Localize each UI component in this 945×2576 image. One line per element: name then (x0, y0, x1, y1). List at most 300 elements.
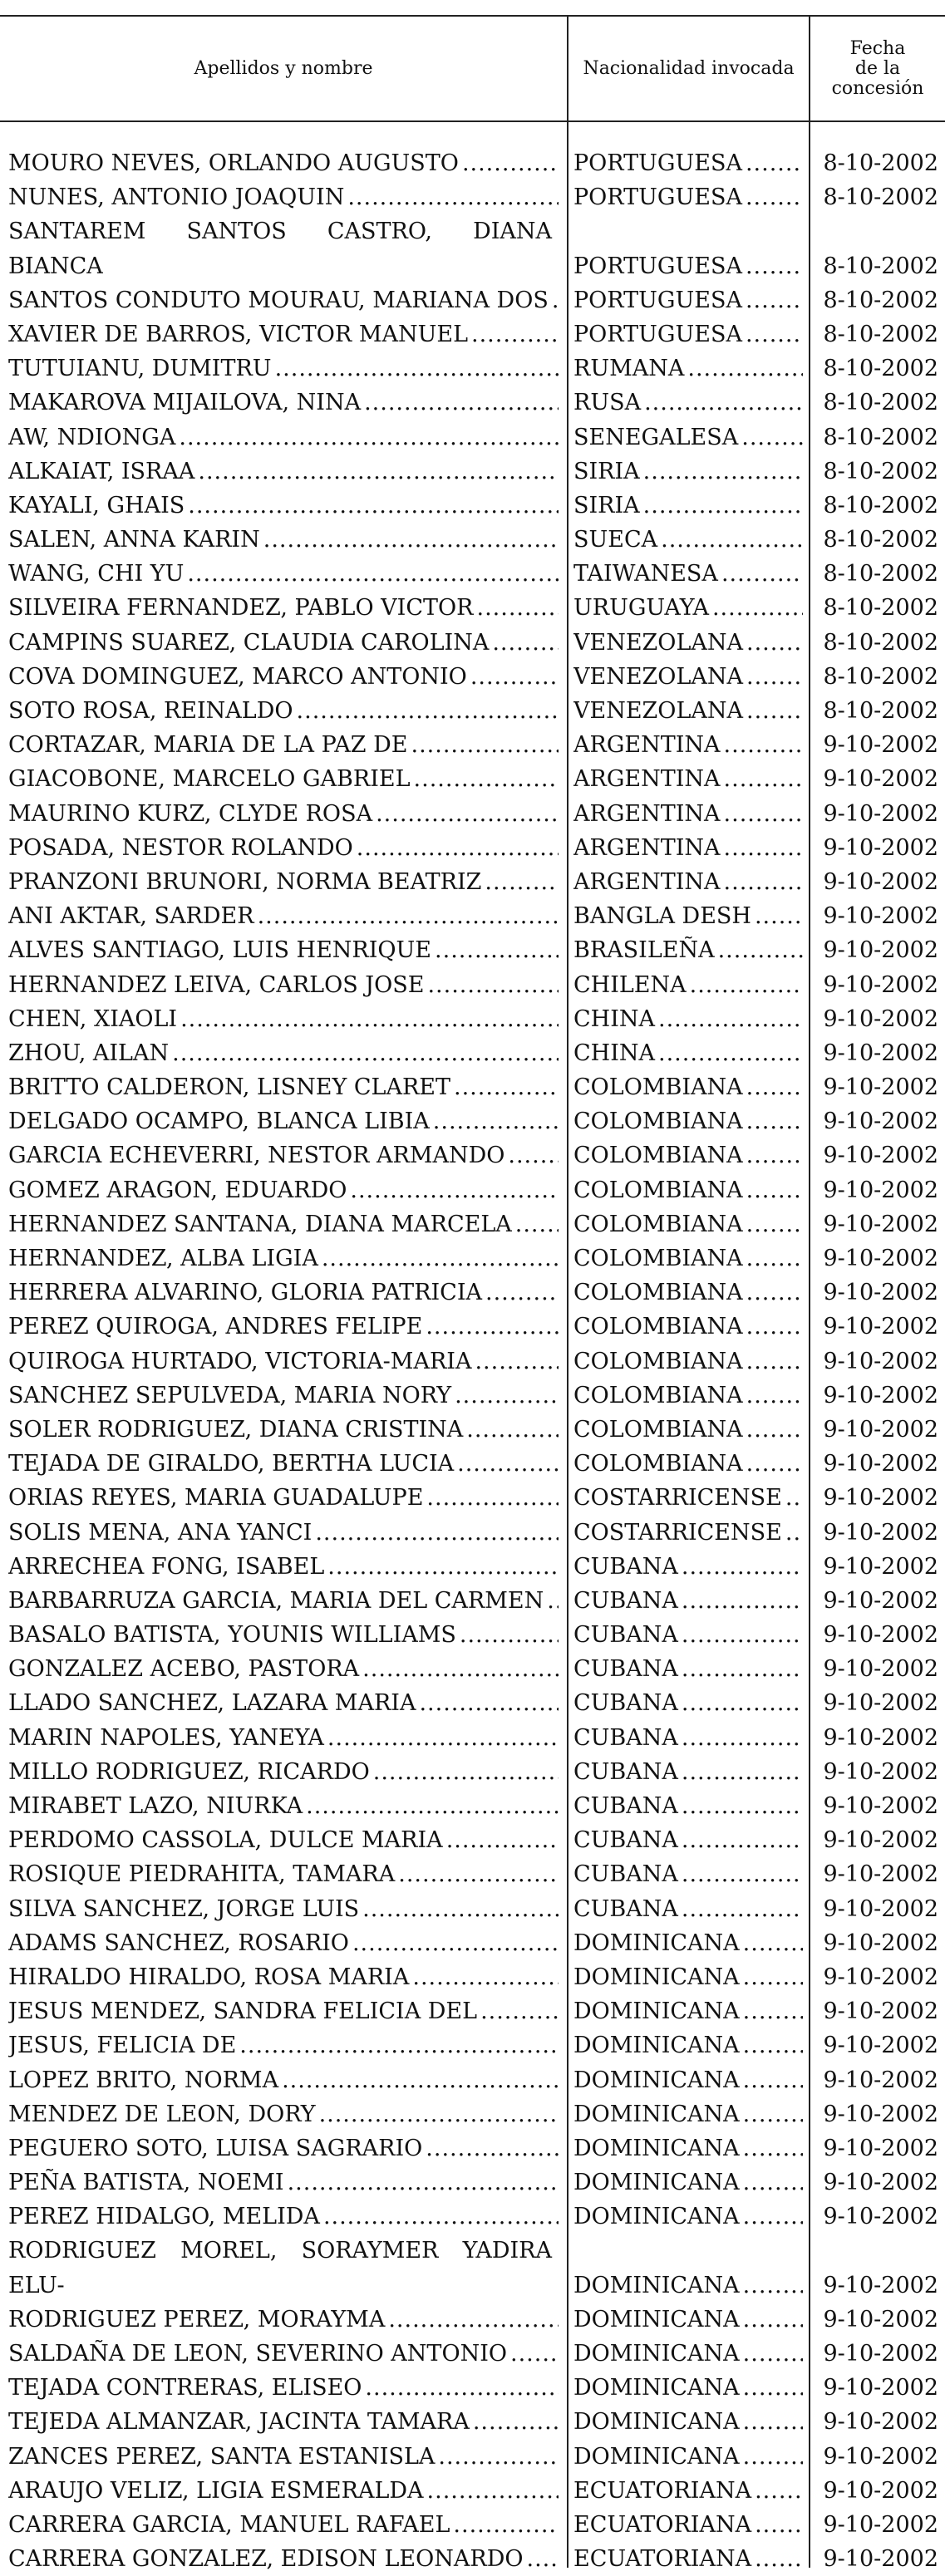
dot-leader (743, 2166, 803, 2200)
name-cell (8, 2234, 559, 2302)
name-cell (8, 180, 559, 214)
name-text: GARCIA ECHEVERRI, NESTOR ARMANDO (8, 1143, 505, 1169)
dot-leader (746, 146, 803, 180)
nationality-cell (573, 1550, 803, 1584)
name-text: SILVA SANCHEZ, JORGE LUIS (8, 1895, 360, 1922)
name-line (8, 1584, 559, 1618)
name-text: SILVEIRA FERNANDEZ, PABLO VICTOR (8, 595, 474, 622)
table-row (0, 933, 945, 967)
nationality-cell (573, 1789, 803, 1823)
nationality-text: DOMINICANA (573, 2341, 740, 2367)
dot-leader (746, 1070, 803, 1104)
dot-leader (319, 2097, 559, 2131)
nationality-cell (573, 1618, 803, 1652)
name-text: ZHOU, AILAN (8, 1040, 170, 1066)
header-rule (0, 120, 945, 122)
name-cell (8, 1310, 559, 1344)
dot-leader (743, 2440, 803, 2474)
nationality-cell (573, 1686, 803, 1720)
nationality-line (573, 2371, 803, 2405)
name-cell (8, 2028, 559, 2062)
name-line (8, 1857, 559, 1891)
dot-leader (471, 317, 559, 351)
nationality-text: URUGUAYA (573, 595, 709, 622)
nationality-cell (573, 968, 803, 1002)
name-line (8, 1789, 559, 1823)
name-text: MIRABET LAZO, NIURKA (8, 1793, 303, 1820)
dot-leader (682, 1652, 803, 1686)
name-text: MAURINO KURZ, CLYDE ROSA (8, 800, 373, 827)
name-text: SOTO ROSA, REINALDO (8, 698, 293, 725)
nationality-line (573, 1413, 803, 1447)
name-cell (8, 1036, 559, 1070)
name-line (8, 2371, 559, 2405)
nationality-cell (573, 1584, 803, 1618)
nationality-cell (573, 2097, 803, 2131)
dot-leader (180, 1002, 559, 1036)
date-cell: 8-10-2002 (823, 458, 938, 484)
date-cell: 9-10-2002 (823, 1827, 938, 1854)
date-cell: 9-10-2002 (823, 2272, 938, 2298)
dot-leader (746, 1207, 803, 1241)
dot-leader (455, 1379, 559, 1413)
dot-leader (282, 2063, 559, 2097)
dot-leader (470, 660, 559, 694)
nationality-cell (573, 1036, 803, 1070)
nationality-line (573, 180, 803, 214)
dot-leader (376, 797, 559, 831)
table-row (0, 420, 945, 455)
name-text: HIRALDO HIRALDO, ROSA MARIA (8, 1964, 410, 1990)
date-cell: 8-10-2002 (823, 595, 938, 622)
name-cell (8, 1960, 559, 1994)
table-row (0, 2371, 945, 2405)
name-line (8, 1516, 559, 1550)
nationality-text: CUBANA (573, 1587, 678, 1614)
dot-leader (746, 1447, 803, 1481)
table-row (0, 1002, 945, 1036)
date-cell: 9-10-2002 (823, 1656, 938, 1683)
name-text: ARRECHEA FONG, ISABEL (8, 1553, 325, 1580)
name-line (8, 386, 559, 420)
table-row (0, 591, 945, 625)
nationality-text: DOMINICANA (573, 2443, 740, 2470)
nationality-cell (573, 180, 803, 214)
nationality-line (573, 1070, 803, 1104)
date-cell: 9-10-2002 (823, 1314, 938, 1340)
nationality-text: COLOMBIANA (573, 1109, 743, 1135)
date-cell: 8-10-2002 (823, 492, 938, 519)
name-line (8, 1994, 559, 2028)
dot-leader (682, 1755, 803, 1789)
nationality-text: ARGENTINA (573, 732, 721, 759)
nationality-cell (573, 1310, 803, 1344)
nationality-cell (573, 1070, 803, 1104)
date-cell: 9-10-2002 (823, 1519, 938, 1546)
nationality-text: CHINA (573, 1040, 655, 1066)
name-text: TEJADA DE GIRALDO, BERTHA LUCIA (8, 1451, 455, 1477)
name-line (8, 831, 559, 865)
table-row (0, 455, 945, 489)
name-text: TEJADA CONTRERAS, ELISEO (8, 2375, 362, 2401)
dot-leader (746, 1138, 803, 1172)
nationality-cell (573, 283, 803, 317)
date-cell: 9-10-2002 (823, 937, 938, 964)
dot-leader (746, 1310, 803, 1344)
dot-leader (743, 1926, 803, 1960)
nationality-cell (573, 1823, 803, 1857)
name-text: SALDAÑA DE LEON, SEVERINO ANTONIO (8, 2341, 507, 2367)
dot-leader (454, 1070, 559, 1104)
table-row (0, 2405, 945, 2439)
nationality-line (573, 626, 803, 660)
nationality-line (573, 1755, 803, 1789)
nationality-text: ECUATORIANA (573, 2511, 752, 2538)
name-cell (8, 694, 559, 728)
dot-leader (547, 1584, 559, 1618)
nationality-text: CUBANA (573, 1861, 678, 1888)
dot-leader (258, 899, 559, 933)
nationality-line (573, 1516, 803, 1550)
name-text: ALVES SANTIAGO, LUIS HENRIQUE (8, 937, 432, 964)
name-text: MARIN NAPOLES, YANEYA (8, 1724, 324, 1751)
nationality-line (573, 489, 803, 523)
name-text: SANTOS CONDUTO MOURAU, MARIANA DOS (8, 287, 549, 313)
dot-leader (743, 2371, 803, 2405)
nationality-text: ECUATORIANA (573, 2477, 752, 2504)
name-line (8, 899, 559, 933)
nationality-cell (573, 797, 803, 831)
nationality-line (573, 1379, 803, 1413)
date-cell: 8-10-2002 (823, 698, 938, 725)
dot-leader (398, 1857, 559, 1891)
name-line (8, 523, 559, 557)
name-line (8, 1310, 559, 1344)
name-line (8, 420, 559, 455)
nationality-text: BANGLA DESH (573, 903, 751, 930)
nationality-line (573, 1994, 803, 2028)
name-text: RODRIGUEZ MOREL, SORAYMER YADIRA ELU- (8, 2238, 552, 2298)
dot-leader (179, 420, 559, 455)
dot-leader (453, 2508, 559, 2542)
name-line (8, 968, 559, 1002)
nationality-line (573, 420, 803, 455)
nationality-line (573, 1960, 803, 1994)
date-cell: 9-10-2002 (823, 834, 938, 861)
name-cell (8, 2337, 559, 2371)
dot-leader (746, 626, 803, 660)
dot-leader (275, 351, 559, 386)
date-cell: 9-10-2002 (823, 1930, 938, 1956)
name-cell (8, 968, 559, 1002)
table-row (0, 489, 945, 523)
dot-leader (508, 1138, 559, 1172)
nationality-cell (573, 1926, 803, 1960)
nationality-text: ARGENTINA (573, 800, 721, 827)
dot-leader (510, 2337, 559, 2371)
table-row (0, 1686, 945, 1720)
date-cell: 9-10-2002 (823, 1211, 938, 1237)
nationality-text: COLOMBIANA (573, 1211, 743, 1237)
nationality-line (573, 1345, 803, 1379)
name-text: ANI AKTAR, SARDER (8, 903, 254, 930)
name-text: QUIROGA HURTADO, VICTORIA-MARIA (8, 1348, 472, 1374)
nationality-line (573, 968, 803, 1002)
table-row (0, 523, 945, 557)
nationality-text: VENEZOLANA (573, 629, 743, 656)
nationality-line (573, 1584, 803, 1618)
name-line (8, 865, 559, 899)
nationality-cell (573, 1173, 803, 1207)
nationality-line (573, 523, 803, 557)
nationality-cell (573, 1447, 803, 1481)
nationality-line (573, 1823, 803, 1857)
nationality-text: COSTARRICENSE (573, 1485, 782, 1512)
table-row (0, 831, 945, 865)
dot-leader (743, 2028, 803, 2062)
name-line (8, 317, 559, 351)
dot-leader (239, 2028, 559, 2062)
dot-leader (364, 386, 559, 420)
dot-leader (460, 1618, 559, 1652)
name-line (8, 1379, 559, 1413)
nationality-text: CUBANA (573, 1724, 678, 1751)
table-row (0, 2303, 945, 2337)
column-header-name: Apellidos y nombre (194, 57, 373, 79)
dot-leader (682, 1823, 803, 1857)
table-row (0, 1036, 945, 1070)
nationality-line (573, 283, 803, 317)
date-cell: 8-10-2002 (823, 390, 938, 416)
name-line (8, 1618, 559, 1652)
name-cell (8, 283, 559, 317)
nationality-cell (573, 865, 803, 899)
dot-leader (743, 2303, 803, 2337)
dot-leader (365, 2371, 559, 2405)
dot-leader (755, 2508, 803, 2542)
date-cell: 9-10-2002 (823, 2409, 938, 2436)
nationality-line (573, 317, 803, 351)
dot-leader (515, 1207, 559, 1241)
table-row (0, 1276, 945, 1310)
nationality-cell (573, 626, 803, 660)
name-cell (8, 1173, 559, 1207)
name-text: LOPEZ BRITO, NORMA (8, 2067, 279, 2093)
dot-leader (743, 2131, 803, 2166)
name-text: PERDOMO CASSOLA, DULCE MARIA (8, 1827, 443, 1854)
nationality-line (573, 2542, 803, 2576)
nationality-line (573, 249, 803, 283)
name-text: TUTUIANU, DUMITRU (8, 356, 272, 382)
date-cell: 8-10-2002 (823, 424, 938, 450)
name-text: MAKAROVA MIJAILOVA, NINA (8, 390, 362, 416)
name-cell (8, 1276, 559, 1310)
dot-leader (322, 1241, 559, 1276)
name-text: GIACOBONE, MARCELO GABRIEL (8, 766, 411, 793)
name-text: JESUS MENDEZ, SANDRA FELICIA DEL (8, 1998, 478, 2025)
dot-leader (412, 1960, 559, 1994)
table-row (0, 386, 945, 420)
name-text: CHEN, XIAOLI (8, 1005, 178, 1032)
name-cell (8, 2063, 559, 2097)
date-cell: 9-10-2002 (823, 2341, 938, 2367)
table-row (0, 180, 945, 214)
nationality-text: RUSA (573, 390, 642, 416)
nationality-line (573, 1173, 803, 1207)
dot-leader (476, 591, 559, 625)
dot-leader (419, 1686, 559, 1720)
table-row (0, 968, 945, 1002)
table-row (0, 283, 945, 317)
nationality-text: CUBANA (573, 1622, 678, 1649)
nationality-text: DOMINICANA (573, 2306, 740, 2333)
nationality-text: COLOMBIANA (573, 1348, 743, 1374)
nationality-line (573, 2200, 803, 2234)
dot-leader (357, 831, 559, 865)
dot-leader (187, 557, 559, 591)
name-cell (8, 660, 559, 694)
nationality-cell (573, 762, 803, 796)
nationality-text: VENEZOLANA (573, 663, 743, 690)
name-cell (8, 1379, 559, 1413)
name-line (8, 1345, 559, 1379)
date-cell: 8-10-2002 (823, 561, 938, 587)
name-cell (8, 146, 559, 180)
dot-leader (426, 2131, 559, 2166)
name-cell (8, 728, 559, 762)
nationality-text: CUBANA (573, 1793, 678, 1820)
date-cell: 9-10-2002 (823, 766, 938, 793)
name-line (8, 1447, 559, 1481)
nationality-cell (573, 523, 803, 557)
nationality-text: DOMINICANA (573, 2375, 740, 2401)
table-row (0, 2131, 945, 2166)
nationality-line (573, 2131, 803, 2166)
nationality-line (573, 899, 803, 933)
name-text: GONZALEZ ACEBO, PASTORA (8, 1656, 360, 1683)
name-text: SANCHEZ SEPULVEDA, MARIA NORY (8, 1382, 452, 1408)
nationality-cell (573, 2131, 803, 2166)
name-cell (8, 1345, 559, 1379)
table-row (0, 1413, 945, 1447)
dot-leader (172, 1036, 559, 1070)
name-cell (8, 1892, 559, 1926)
name-text: NUNES, ANTONIO JOAQUIN (8, 184, 345, 211)
name-text: CARRERA GONZALEZ, EDISON LEONARDO (8, 2546, 524, 2573)
nationality-cell (573, 317, 803, 351)
nationality-line (573, 455, 803, 489)
dot-leader (362, 1892, 559, 1926)
date-cell: 9-10-2002 (823, 971, 938, 998)
date-cell: 8-10-2002 (823, 527, 938, 553)
dot-leader (480, 1994, 559, 2028)
name-cell (8, 831, 559, 865)
table-row (0, 1138, 945, 1172)
nationality-cell (573, 694, 803, 728)
name-cell (8, 1550, 559, 1584)
nationality-text: DOMINICANA (573, 2101, 740, 2127)
date-cell: 9-10-2002 (823, 1622, 938, 1649)
nationality-line (573, 1926, 803, 1960)
dot-leader (347, 180, 559, 214)
date-cell: 9-10-2002 (823, 1861, 938, 1888)
name-text: SOLER RODRIGUEZ, DIANA CRISTINA (8, 1416, 464, 1443)
nationality-text: CHINA (573, 1005, 655, 1032)
date-cell: 9-10-2002 (823, 2546, 938, 2573)
date-cell: 9-10-2002 (823, 903, 938, 930)
table-row (0, 2200, 945, 2234)
table-row (0, 351, 945, 386)
nationality-text: PORTUGUESA (573, 253, 742, 279)
nationality-line (573, 660, 803, 694)
nationality-cell (573, 1002, 803, 1036)
dot-leader (721, 557, 803, 591)
nationality-cell (573, 1857, 803, 1891)
date-cell: 9-10-2002 (823, 2306, 938, 2333)
table-row (0, 1379, 945, 1413)
nationality-line (573, 2166, 803, 2200)
nationality-line (573, 351, 803, 386)
table-row (0, 2028, 945, 2062)
nationality-text: DOMINICANA (573, 2135, 740, 2161)
name-text: CORTAZAR, MARIA DE LA PAZ DE (8, 732, 408, 759)
table-row (0, 2234, 945, 2302)
name-line (8, 1241, 559, 1276)
name-cell (8, 2131, 559, 2166)
name-cell (8, 1447, 559, 1481)
nationality-line (573, 2063, 803, 2097)
name-line (8, 626, 559, 660)
dot-leader (352, 1926, 559, 1960)
nationality-text: ARGENTINA (573, 834, 721, 861)
name-line (8, 591, 559, 625)
nationality-cell (573, 899, 803, 933)
date-cell: 9-10-2002 (823, 2477, 938, 2504)
name-cell (8, 1070, 559, 1104)
nationality-text: SIRIA (573, 458, 640, 484)
dot-leader (492, 626, 559, 660)
name-line (8, 2303, 559, 2337)
name-text: CAMPINS SUAREZ, CLAUDIA CAROLINA (8, 629, 490, 656)
name-cell (8, 523, 559, 557)
date-cell: 9-10-2002 (823, 1416, 938, 1443)
dot-leader (327, 1550, 559, 1584)
nationality-text: RUMANA (573, 356, 685, 382)
name-cell (8, 1789, 559, 1823)
dot-leader (743, 1994, 803, 2028)
table-row (0, 2474, 945, 2508)
name-cell (8, 1241, 559, 1276)
name-text: HERNANDEZ, ALBA LIGIA (8, 1246, 318, 1272)
table-row (0, 1584, 945, 1618)
date-cell: 9-10-2002 (823, 2135, 938, 2161)
name-text: MENDEZ DE LEON, DORY (8, 2101, 316, 2127)
nationality-text: COLOMBIANA (573, 1416, 743, 1443)
name-cell (8, 899, 559, 933)
date-cell: 9-10-2002 (823, 1964, 938, 1990)
nationality-cell (573, 2200, 803, 2234)
date-cell: 9-10-2002 (823, 2375, 938, 2401)
table-row (0, 1823, 945, 1857)
nationality-text: PORTUGUESA (573, 184, 742, 211)
table-row (0, 146, 945, 180)
name-cell (8, 1755, 559, 1789)
table-row (0, 1516, 945, 1550)
nationality-cell (573, 831, 803, 865)
name-cell (8, 2440, 559, 2474)
column-header-nationality: Nacionalidad invocada (583, 57, 795, 79)
date-cell: 9-10-2002 (823, 1143, 938, 1169)
